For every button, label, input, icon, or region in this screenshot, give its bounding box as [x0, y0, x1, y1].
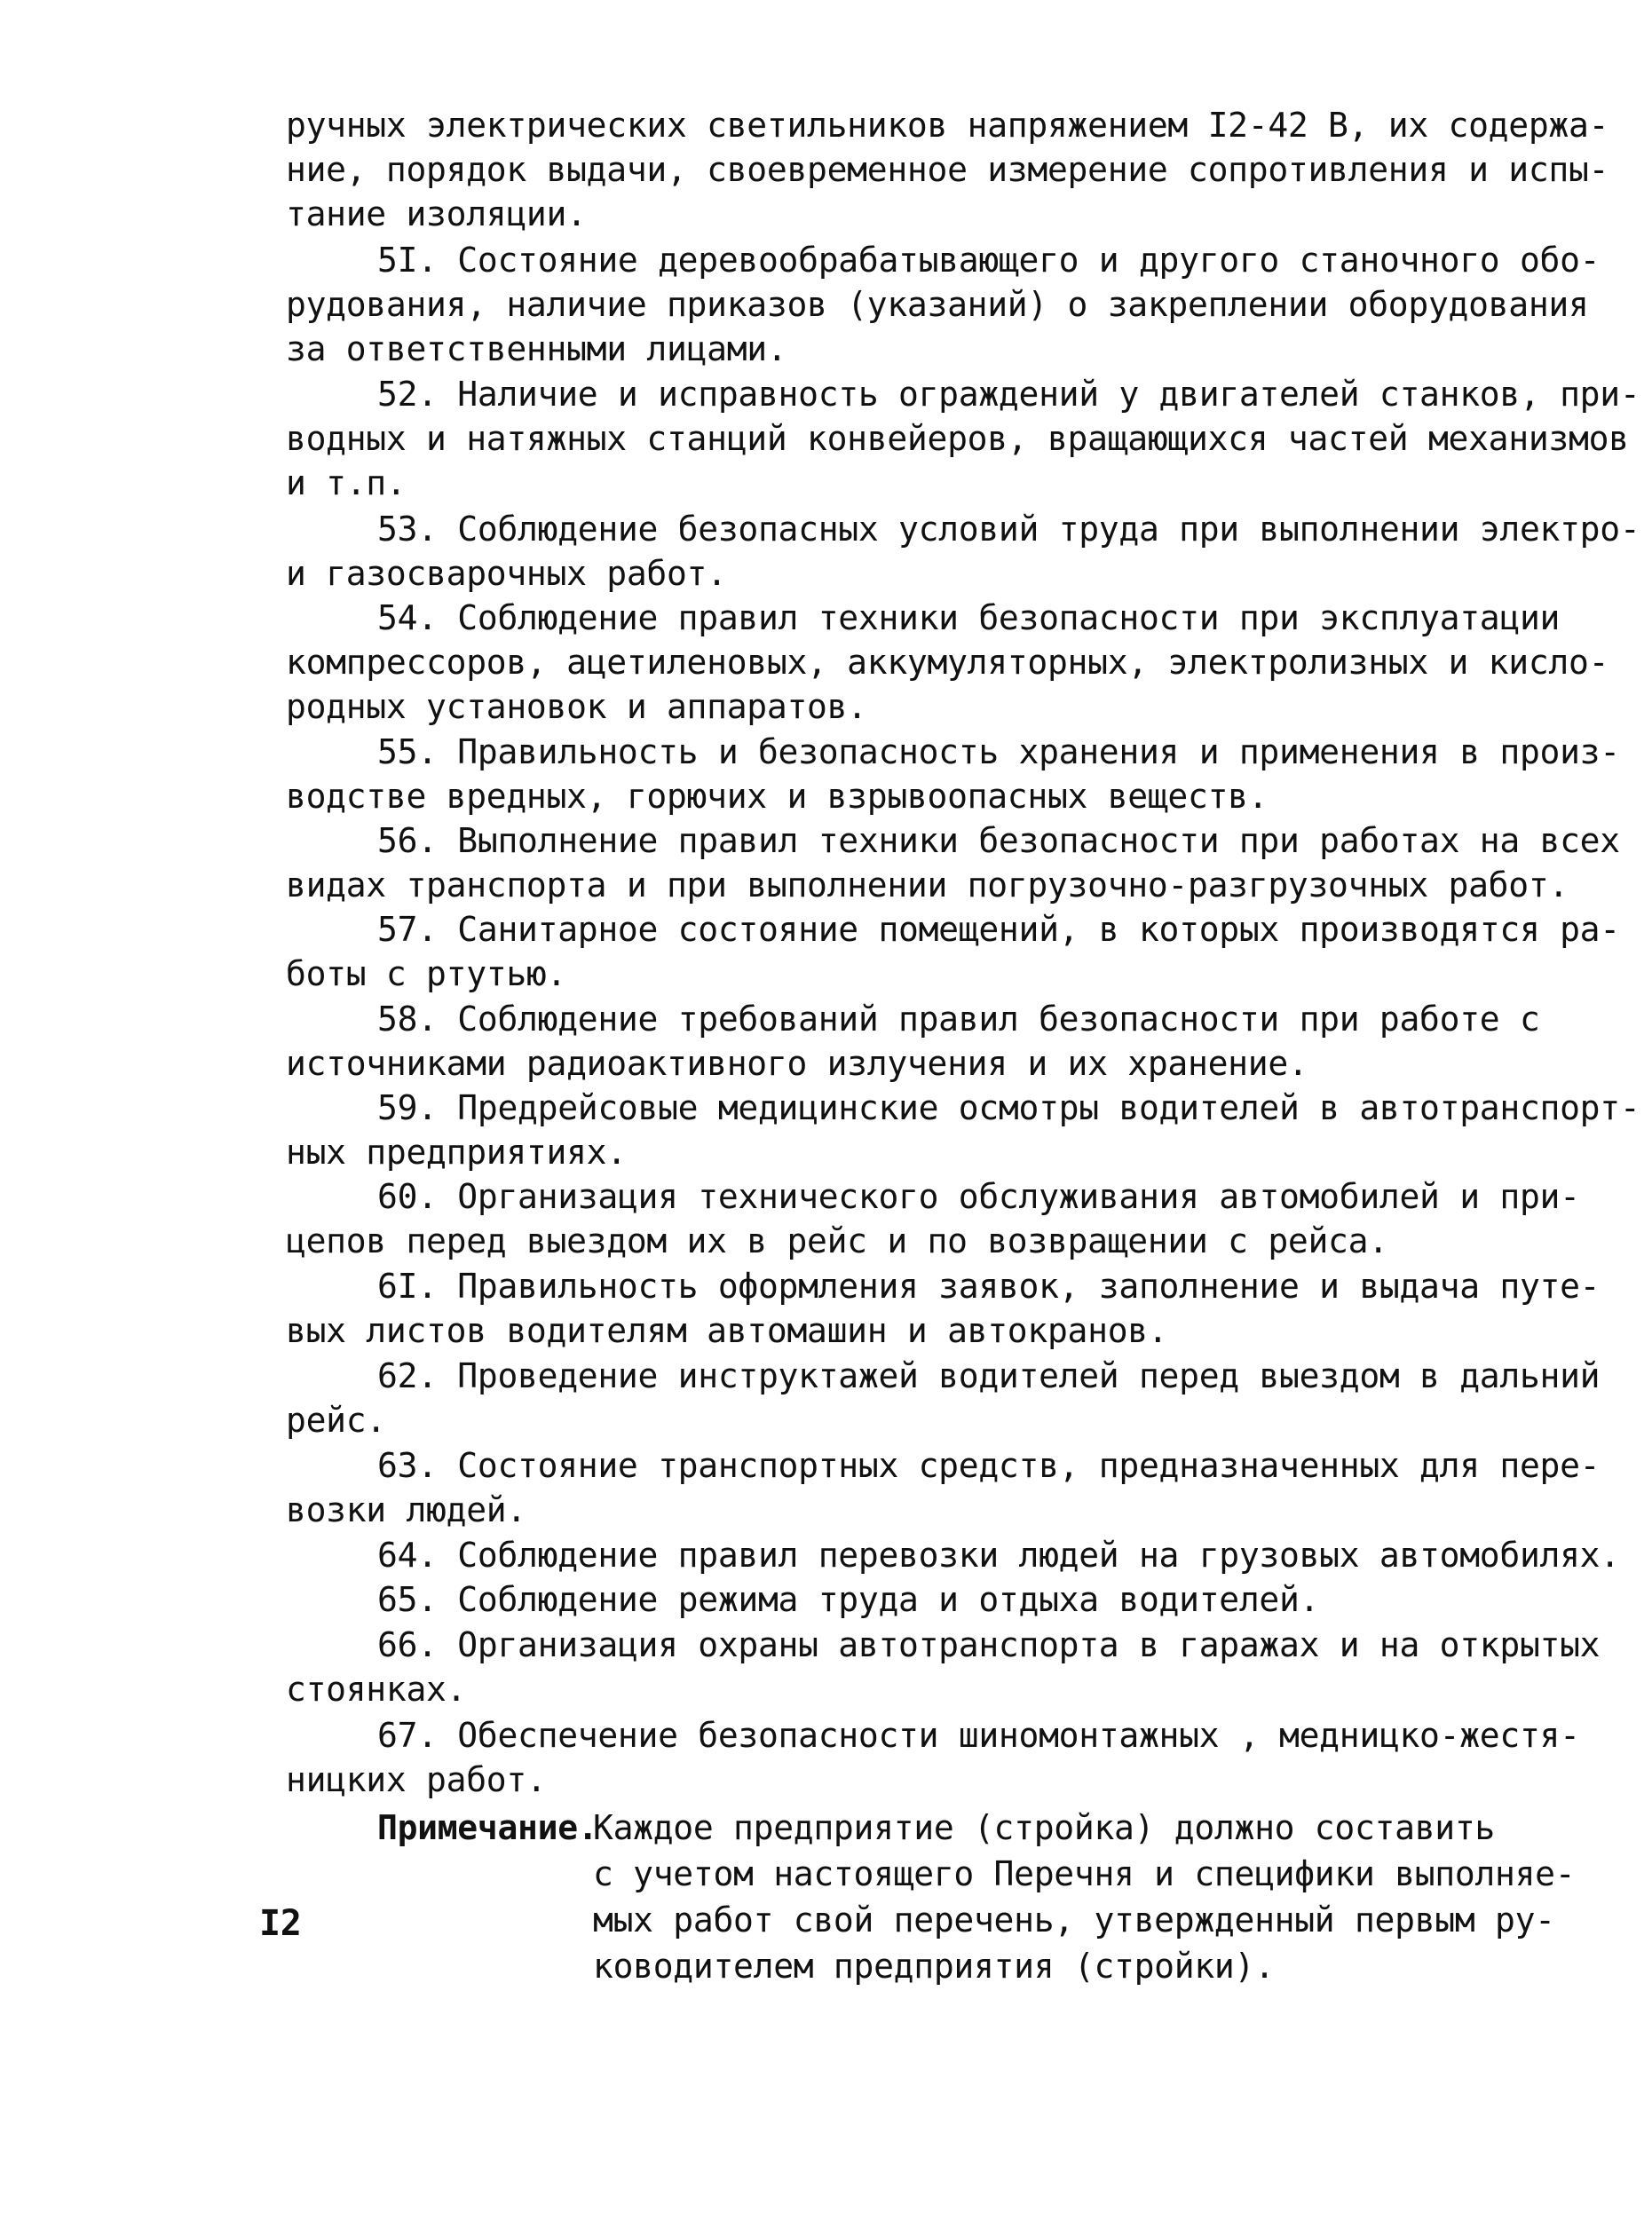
list-item-53: 53. Соблюдение безопасных условий труда при выполнении электро-	[377, 510, 1640, 549]
list-item-56: 56. Выполнение правил техники безопасности при работах на всех	[377, 821, 1620, 860]
list-item-61: 6I. Правильность оформления заявок, заполнение и выдача путе-	[377, 1267, 1601, 1306]
text-line: источниками радиоактивного излучения и их хранение.	[286, 1044, 1308, 1083]
text-line: цепов перед выездом их в рейс и по возвращении с рейса.	[286, 1221, 1388, 1260]
text-line: ние, порядок выдачи, своевременное измерение сопротивления и испы-	[286, 150, 1609, 189]
text-line: и т.п.	[286, 463, 407, 502]
note-line: с учетом настоящего Перечня и специфики выполняе-	[593, 1854, 1576, 1893]
note-line: Каждое предприятие (стройка) должно составить	[593, 1808, 1496, 1847]
note-line: ководителем предприятия (стройки).	[593, 1947, 1275, 1986]
list-item-55: 55. Правильность и безопасность хранения и применения в произ-	[377, 732, 1620, 771]
text-line: и газосварочных работ.	[286, 554, 727, 593]
note-label: Примечание.	[377, 1808, 598, 1847]
list-item-51: 5I. Состояние деревообрабатывающего и другого станочного обо-	[377, 241, 1601, 280]
list-item-58: 58. Соблюдение требований правил безопасности при работе с	[377, 999, 1540, 1039]
list-item-57: 57. Санитарное состояние помещений, в которых производятся ра-	[377, 910, 1620, 949]
list-item-60: 60. Организация технического обслуживания автомобилей и при-	[377, 1177, 1580, 1216]
text-line: боты с ртутью.	[286, 954, 567, 993]
text-line: компрессоров, ацетиленовых, аккумуляторных, электролизных и кисло-	[286, 643, 1609, 682]
list-item-66: 66. Организация охраны автотранспорта в гаражах и на открытых	[377, 1625, 1601, 1664]
text-line: за ответственными лицами.	[286, 329, 787, 368]
text-line: видах транспорта и при выполнении погрузочно-разгрузочных работ.	[286, 865, 1569, 905]
list-item-54: 54. Соблюдение правил техники безопасности при эксплуатации	[377, 598, 1561, 637]
text-line: тание изоляции.	[286, 194, 587, 233]
text-line: стоянках.	[286, 1670, 467, 1709]
text-line: возки людей.	[286, 1490, 526, 1529]
list-item-62: 62. Проведение инструктажей водителей перед выездом в дальний	[377, 1356, 1601, 1395]
text-line: родных установок и аппаратов.	[286, 687, 867, 726]
list-item-59: 59. Предрейсовые медицинские осмотры водителей в автотранспорт-	[377, 1088, 1640, 1127]
list-item-64: 64. Соблюдение правил перевозки людей на грузовых автомобилях.	[377, 1536, 1620, 1575]
text-line: ручных электрических светильников напряжением I2-42 В, их содержа-	[286, 106, 1609, 145]
page-number: I2	[259, 1903, 302, 1944]
text-line: вых листов водителям автомашин и автокранов.	[286, 1311, 1168, 1350]
list-item-52: 52. Наличие и исправность ограждений у двигателей станков, при-	[377, 375, 1640, 414]
text-line: водных и натяжных станций конвейеров, вращающихся частей механизмов	[286, 419, 1629, 458]
list-item-67: 67. Обеспечение безопасности шиномонтажных , медницко-жестя-	[377, 1716, 1580, 1755]
text-line: водстве вредных, горючих и взрывоопасных веществ.	[286, 777, 1269, 816]
list-item-63: 63. Состояние транспортных средств, предназначенных для пере-	[377, 1446, 1601, 1485]
text-line: рейс.	[286, 1401, 386, 1440]
note-line: мых работ свой перечень, утвержденный первым ру-	[593, 1900, 1555, 1940]
text-line: рудования, наличие приказов (указаний) о закреплении оборудования	[286, 285, 1589, 324]
text-line: ных предприятиях.	[286, 1133, 627, 1172]
text-line: ницких работ.	[286, 1760, 547, 1799]
list-item-65: 65. Соблюдение режима труда и отдыха водителей.	[377, 1580, 1320, 1619]
